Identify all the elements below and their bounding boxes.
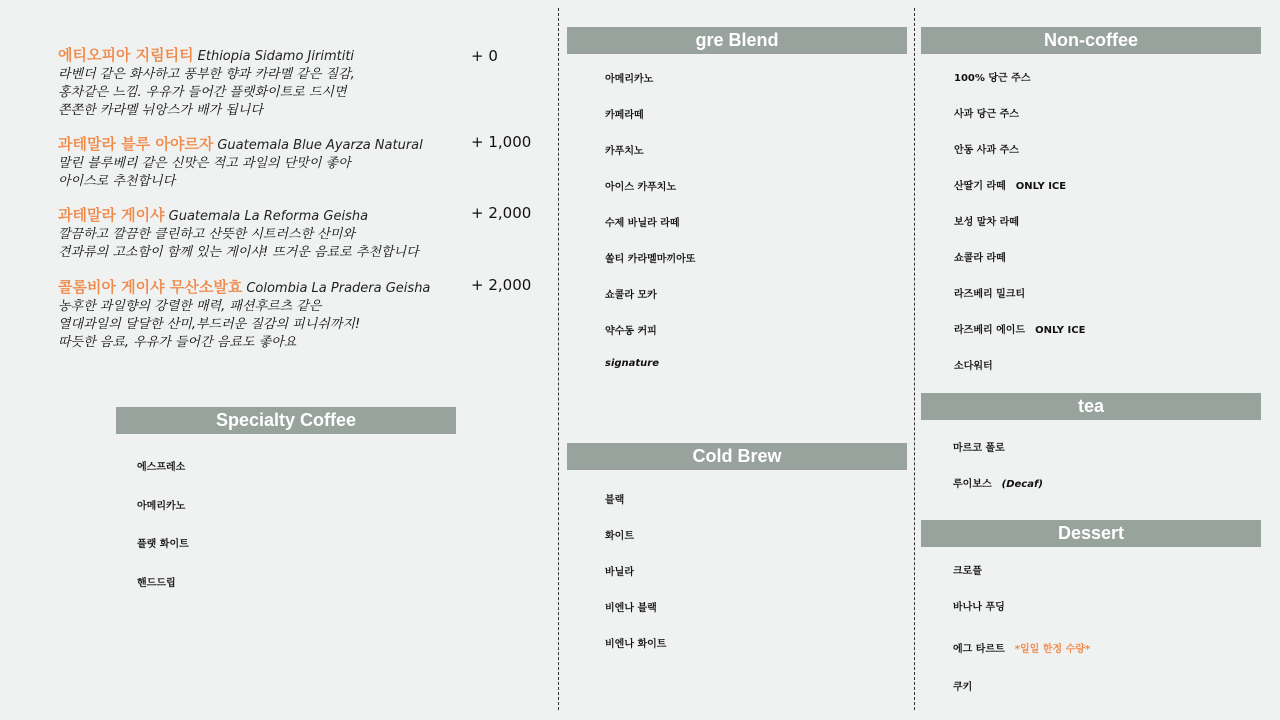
bean-desc-line: 열대과일의 달달한 산미,부드러운 질감의 피니쉬까지!	[58, 317, 361, 332]
menu-item: 카페라떼	[605, 110, 644, 121]
menu-item	[954, 177, 1066, 192]
menu-item: 안동 사과 주스	[954, 145, 1019, 156]
section-header-coldbrew: Cold Brew	[567, 443, 907, 470]
bean-desc-line: 홍차같은 느낌. 우유가 들어간 플랫화이트로 드시면	[58, 85, 347, 100]
menu-item: 아메리카노	[137, 501, 186, 512]
menu-item: 비엔나 화이트	[605, 639, 667, 650]
bean-name-en: Guatemala La Reforma Geisha	[168, 209, 369, 224]
menu-item: 약수동 커피	[605, 326, 657, 337]
bean-desc-line: 라벤더 같은 화사하고 풍부한 향과 카라멜 같은 질감,	[58, 67, 355, 82]
menu-item: 플랫 화이트	[137, 539, 189, 550]
menu-item: 보성 말차 라떼	[954, 217, 1019, 228]
menu-item-label: 산딸기 라떼	[954, 181, 1006, 192]
menu-item-signature: signature	[605, 358, 660, 369]
bean-desc-line: 견과류의 고소함이 함께 있는 게이샤! 뜨거운 음료로 추천합니다	[58, 245, 419, 260]
menu-item: 수제 바닐라 라떼	[605, 218, 680, 229]
menu-item: 바나나 푸딩	[953, 602, 1005, 613]
menu-item: 핸드드립	[137, 578, 176, 589]
bean-price: + 2,000	[471, 276, 532, 294]
menu-item: 쿠키	[953, 682, 973, 693]
menu-item: 바닐라	[605, 567, 634, 578]
menu-item: 쇼콜라 라떼	[954, 253, 1006, 264]
menu-item: 라즈베리 밀크티	[954, 289, 1026, 300]
bean-price: + 1,000	[471, 133, 532, 151]
menu-item: 아이스 카푸치노	[605, 182, 677, 193]
menu-item: 사과 당근 주스	[954, 109, 1019, 120]
menu-item-label: 라즈베리 에이드	[954, 325, 1026, 336]
menu-item: 100% 당근 주스	[954, 73, 1031, 84]
bean-desc-line: 따듯한 음료, 우유가 들어간 음료도 좋아요	[58, 335, 297, 350]
bean-desc-line: 깔끔하고 깔끔한 클린하고 산뜻한 시트러스한 산미와	[58, 227, 355, 242]
bean-name-ko: 콜롬비아 게이샤 무산소발효	[58, 278, 243, 296]
bean-item	[58, 206, 538, 262]
menu-item: 쏠티 카라멜마끼아또	[605, 254, 696, 265]
only-ice-note: ONLY ICE	[1035, 325, 1086, 336]
menu-item-label: 루이보스	[953, 479, 992, 490]
limited-note: *일일 한정 수량*	[1014, 644, 1091, 655]
bean-name-en: Colombia La Pradera Geisha	[246, 281, 431, 296]
menu-item: 화이트	[605, 531, 634, 542]
menu-item	[953, 640, 1090, 655]
bean-name-ko: 과테말라 블루 아야르자	[58, 135, 214, 153]
section-header-noncoffee: Non-coffee	[921, 27, 1261, 54]
menu-item: 크로플	[953, 566, 982, 577]
bean-price: + 0	[471, 47, 498, 65]
menu-item: 카푸치노	[605, 146, 644, 157]
bean-desc-line: 쫀쫀한 카라멜 뉘앙스가 배가 됩니다	[58, 103, 263, 118]
bean-desc-line: 아이스로 추천합니다	[58, 174, 176, 189]
decaf-note: (Decaf)	[1001, 479, 1043, 490]
bean-name-ko: 과테말라 게이샤	[58, 206, 165, 224]
menu-item: 마르코 폴로	[953, 443, 1005, 454]
bean-price: + 2,000	[471, 204, 532, 222]
bean-name-en: Ethiopia Sidamo Jirimtiti	[197, 49, 355, 64]
menu-item	[953, 475, 1043, 490]
bean-desc-line: 말린 블루베리 같은 신맛은 적고 과일의 단맛이 좋아	[58, 156, 351, 171]
column-divider-left	[558, 8, 559, 710]
section-header-tea: tea	[921, 393, 1261, 420]
menu-item: 소다워터	[954, 361, 993, 372]
column-divider-right	[914, 8, 915, 710]
only-ice-note: ONLY ICE	[1015, 181, 1067, 192]
menu-item	[954, 321, 1085, 336]
bean-item	[58, 278, 538, 352]
section-header-dessert: Dessert	[921, 520, 1261, 547]
bean-name-en: Guatemala Blue Ayarza Natural	[217, 138, 423, 153]
bean-name-ko: 에티오피아 지림티티	[58, 46, 194, 64]
section-header-blend: gre Blend	[567, 27, 907, 54]
section-header-specialty: Specialty Coffee	[116, 407, 456, 434]
bean-item	[58, 46, 538, 120]
menu-item: 에스프레소	[137, 462, 186, 473]
menu-item: 쇼콜라 모카	[605, 290, 657, 301]
bean-desc-line: 농후한 과일향의 강렬한 매력, 패션후르츠 같은	[58, 299, 322, 314]
bean-item	[58, 135, 538, 191]
menu-item: 아메리카노	[605, 74, 654, 85]
menu-item: 블랙	[605, 495, 625, 506]
menu-item: 비엔나 블랙	[605, 603, 657, 614]
menu-item-label: 에그 타르트	[953, 644, 1005, 655]
